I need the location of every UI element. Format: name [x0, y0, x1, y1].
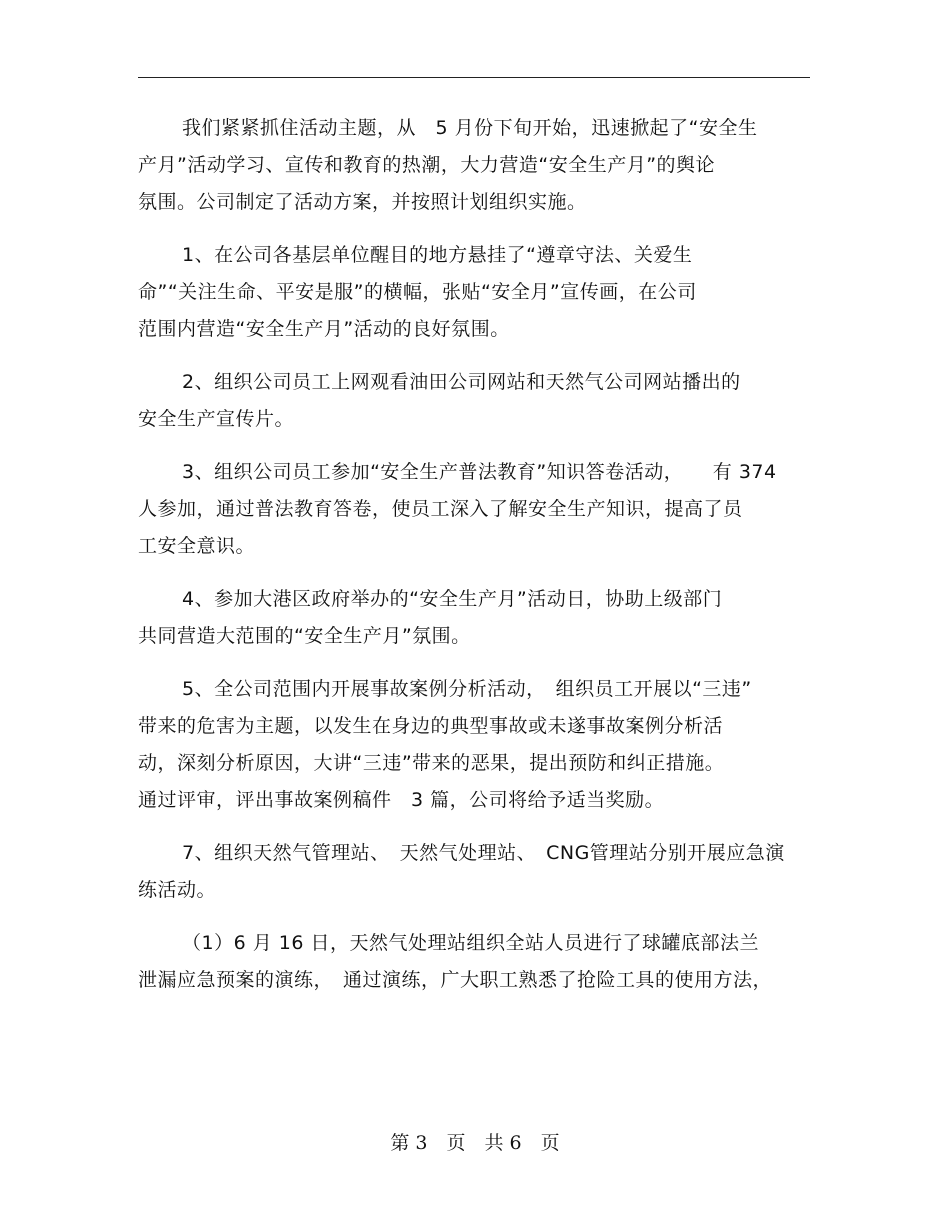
text-line: 动，深刻分析原因，大讲“三违”带来的恶果，提出预防和纠正措施。 — [138, 752, 725, 774]
text-line: 泄漏应急预案的演练， 通过演练，广大职工熟悉了抢险工具的使用方法， — [138, 969, 773, 991]
text-line: 人参加，通过普法教育答卷，使员工深入了解安全生产知识，提高了员 — [138, 498, 743, 520]
text-line: 4、参加大港区政府举办的“安全生产月”活动日，协助上级部门 — [182, 588, 723, 610]
text-line: 产月”活动学习、宣传和教育的热潮，大力营造“安全生产月”的舆论 — [138, 154, 716, 176]
paragraph-item-2 — [138, 364, 818, 438]
text-line: 练活动。 — [138, 879, 217, 901]
paragraph-item-5 — [138, 671, 818, 819]
paragraph-item-4 — [138, 581, 818, 655]
text-line: 共同营造大范围的“安全生产月”氛围。 — [138, 625, 471, 647]
text-line: 1、在公司各基层单位醒目的地方悬挂了“遵章守法、关爱生 — [182, 244, 693, 266]
text-line: 安全生产宣传片。 — [138, 408, 295, 430]
text-line: 带来的危害为主题，以发生在身边的典型事故或未遂事故案例分析活 — [138, 715, 724, 737]
text-line: 我们紧紧抓住活动主题，从 5 月份下旬开始，迅速掀起了“安全生 — [182, 117, 758, 139]
paragraph-item-7 — [138, 835, 818, 909]
text-line: 7、组织天然气管理站、 天然气处理站、 CNG管理站分别开展应急演 — [182, 842, 785, 864]
text-line: 命”“关注生命、平安是服”的横幅，张贴“安全月”宣传画，在公司 — [138, 281, 697, 303]
text-line: 范围内营造“安全生产月”活动的良好氛围。 — [138, 318, 510, 340]
text-line: 氛围。公司制定了活动方案，并按照计划组织实施。 — [138, 191, 587, 213]
paragraph-item-3 — [138, 454, 818, 565]
paragraph-subitem-1 — [138, 925, 818, 999]
text-line: 5、全公司范围内开展事故案例分析活动， 组织员工开展以“三违” — [182, 678, 752, 700]
text-line: 3、组织公司员工参加“安全生产普法教育”知识答卷活动， 有 374 — [182, 461, 777, 483]
page-number-footer: 第 3 页 共 6 页 — [390, 1132, 560, 1154]
header-rule — [138, 77, 810, 78]
text-line: 2、组织公司员工上网观看油田公司网站和天然气公司网站播出的 — [182, 371, 741, 393]
text-line: （1）6 月 16 日，天然气处理站组织全站人员进行了球罐底部法兰 — [182, 932, 759, 954]
text-line: 工安全意识。 — [138, 535, 256, 557]
text-line: 通过评审，评出事故案例稿件 3 篇，公司将给予适当奖励。 — [138, 789, 665, 811]
paragraph-item-1 — [138, 237, 818, 348]
document-body — [138, 110, 818, 1015]
paragraph-intro — [138, 110, 818, 221]
